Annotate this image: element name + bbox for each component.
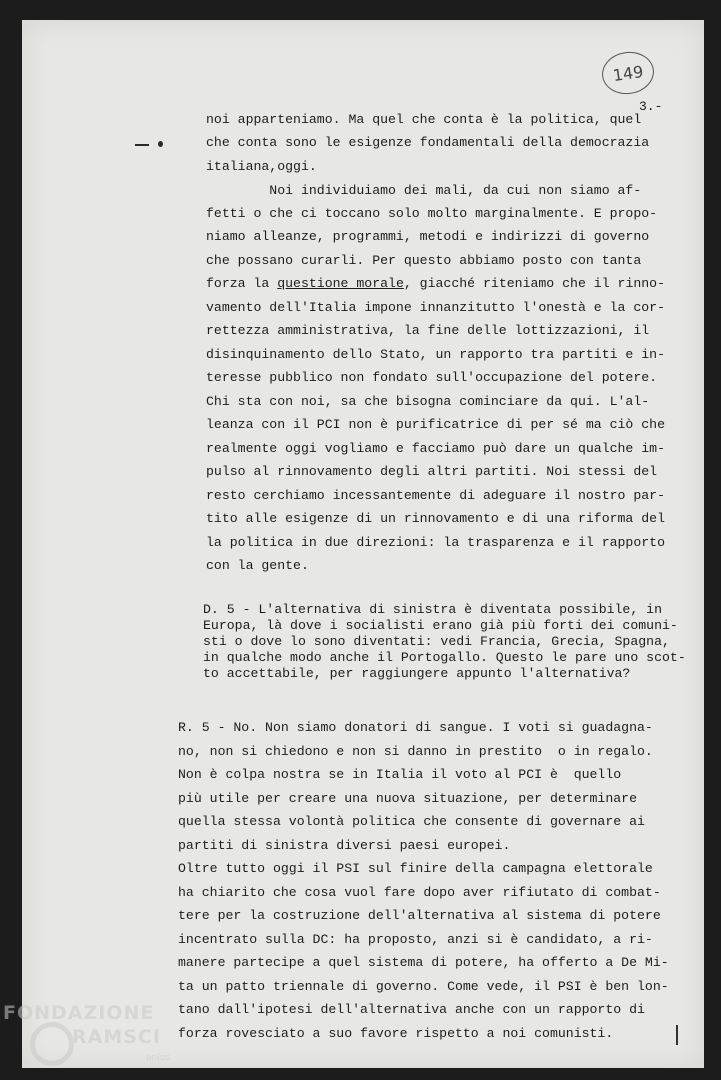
text-line: leanza con il PCI non è purificatrice di per sé ma ciò che <box>206 417 665 432</box>
text-line: Noi individuiamo dei mali, da cui non siamo af- <box>206 183 642 198</box>
margin-mark <box>158 141 163 147</box>
margin-bracket <box>676 1025 678 1045</box>
text-line: noi apparteniamo. Ma quel che conta è la politica, quel <box>206 112 642 127</box>
text-line: ta un patto triennale di governo. Come vede, il PSI è ben lon- <box>178 979 669 994</box>
text-line: Chi sta con noi, sa che bisogna cominciare da qui. L'al- <box>206 394 650 409</box>
text-line: tito alle esigenze di un rinnovamento e di una riforma del <box>206 511 665 526</box>
text-line: sti o dove lo sono diventati: vedi Francia, Grecia, Spagna, <box>203 634 670 649</box>
underlined-phrase: questione morale <box>277 276 404 291</box>
text-line: fetti o che ci toccano solo molto marginalmente. E propo- <box>206 206 658 221</box>
text-line: Europa, là dove i socialisti erano già più forti dei comuni- <box>203 618 678 633</box>
text-line: in qualche modo anche il Portogallo. Questo le pare uno scot- <box>203 650 686 665</box>
text-line: tere per la costruzione dell'alternativa al sistema di potere <box>178 908 661 923</box>
text-line: più utile per creare una nuova situazione, per determinare <box>178 791 637 806</box>
text-line: no, non si chiedono e non si danno in prestito o in regalo. <box>178 744 653 759</box>
foundation-watermark <box>0 1000 200 1080</box>
text-line: partiti di sinistra diversi paesi europei. <box>178 838 511 853</box>
archive-page-number: 149 <box>599 49 656 98</box>
text-line: realmente oggi vogliamo e facciamo può dare un qualche im- <box>206 441 665 456</box>
text-line: rettezza amministrativa, la fine delle lottizzazioni, il <box>206 323 650 338</box>
text-line: quella stessa volontà politica che consente di governare ai <box>178 814 645 829</box>
text-line: con la gente. <box>206 558 309 573</box>
text-line: D. 5 - L'alternativa di sinistra è diventata possibile, in <box>203 602 662 617</box>
text-line: manere partecipe a quel sistema di potere, ha offerto a De Mi- <box>178 955 669 970</box>
text-line: resto cerchiamo incessantemente di adeguare il nostro par- <box>206 488 665 503</box>
watermark-line-2: RAMSCI <box>72 1026 161 1048</box>
text-fragment: , giacché riteniamo che il rinno- <box>403 276 666 291</box>
text-line: ha chiarito che cosa vuol fare dopo aver rifiutato di combat- <box>178 885 661 900</box>
text-line: forza rovesciato a suo favore rispetto a noi comunisti. <box>178 1026 614 1041</box>
text-fragment: forza la <box>206 276 278 291</box>
text-line: R. 5 - No. Non siamo donatori di sangue. I voti si guadagna- <box>178 720 653 735</box>
text-line: la politica in due direzioni: la trasparenza e il rapporto <box>206 535 665 550</box>
text-line: Oltre tutto oggi il PSI sul finire della campagna elettorale <box>178 861 653 876</box>
page-sequence-number: 3.- <box>639 99 663 114</box>
text-line: tano dall'ipotesi dell'alternativa anche con un rapporto di <box>178 1002 645 1017</box>
text-line: vamento dell'Italia impone innanzitutto l'onestà e la cor- <box>206 300 665 315</box>
margin-mark <box>135 144 149 146</box>
text-line: incentrato sulla DC: ha proposto, anzi si è candidato, a ri- <box>178 932 653 947</box>
text-line: pulso al rinnovamento degli altri partiti. Noi stessi del <box>206 464 658 479</box>
text-line: disinquinamento dello Stato, un rapporto tra partiti e in- <box>206 347 665 362</box>
text-line <box>206 275 665 293</box>
text-line: italiana,oggi. <box>206 159 317 174</box>
watermark-onlus: onlus <box>146 1053 171 1063</box>
text-line: teresse pubblico non fondato sull'occupazione del potere. <box>206 370 658 385</box>
text-line: Non è colpa nostra se in Italia il voto al PCI è quello <box>178 767 622 782</box>
text-line: che possano curarli. Per questo abbiamo posto con tanta <box>206 253 642 268</box>
text-line: che conta sono le esigenze fondamentali della democrazia <box>206 135 650 150</box>
text-line: to accettabile, per raggiungere appunto l'alternativa? <box>203 666 631 681</box>
foundation-logo-icon <box>30 1022 74 1066</box>
text-line: niamo alleanze, programmi, metodi e indirizzi di governo <box>206 229 650 244</box>
watermark-line-1: FONDAZIONE <box>3 1002 155 1024</box>
document-page <box>22 20 704 1068</box>
